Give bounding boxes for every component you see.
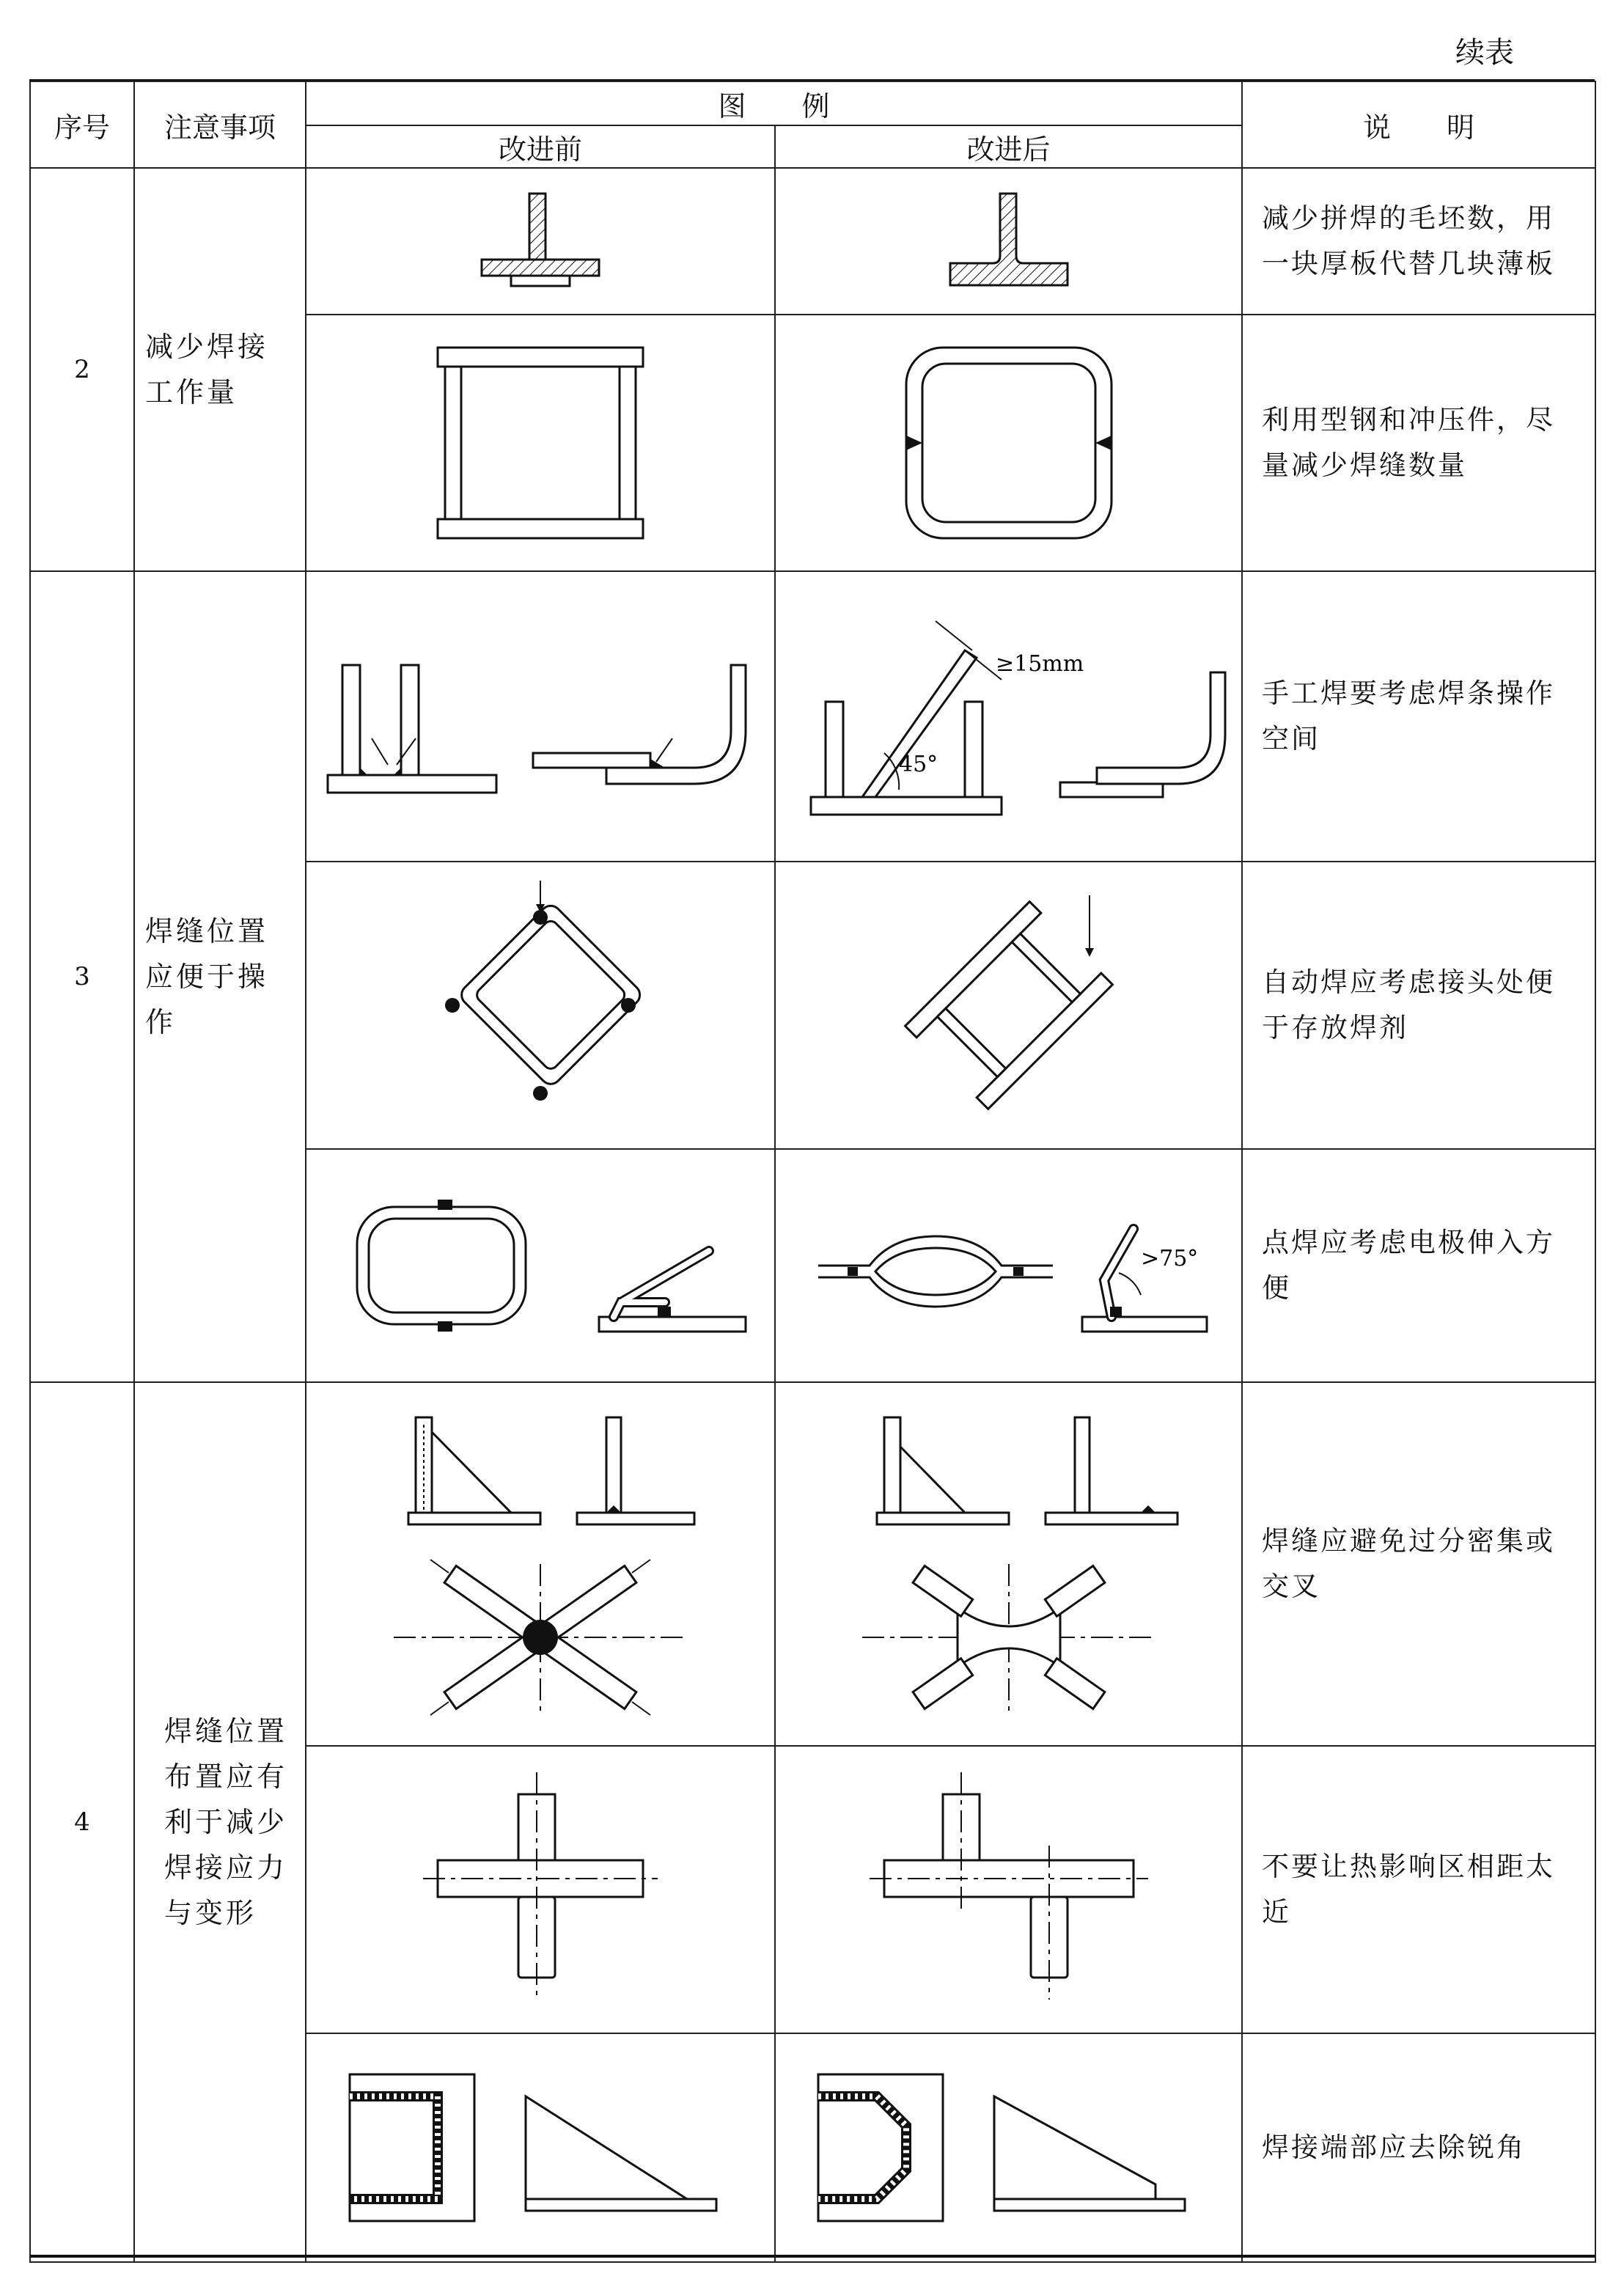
row2a-before-figure	[306, 168, 775, 315]
spot-weld-before-icon	[320, 1170, 760, 1361]
manual-weld-before-icon	[320, 621, 760, 812]
row2a-explanation: 减少拼焊的毛坯数，用一块厚板代替几块薄板	[1242, 168, 1595, 315]
row3a-explanation: 手工焊要考虑焊条操作空间	[1242, 571, 1595, 862]
row4c-after-figure	[775, 2033, 1242, 2262]
row4a-after-figure	[775, 1382, 1242, 1746]
header-notes: 注意事项	[134, 81, 306, 168]
row4a-explanation: 焊缝应避免过分密集或交叉	[1242, 1382, 1595, 1746]
row4a-before-figure	[306, 1382, 775, 1746]
row3b-explanation: 自动焊应考虑接头处便于存放焊剂	[1242, 862, 1595, 1149]
manual-weld-after-icon	[789, 606, 1229, 826]
row3c-explanation: 点焊应考虑电极伸入方便	[1242, 1149, 1595, 1382]
row2b-after-figure	[775, 315, 1242, 571]
row3-notes: 焊缝位置应便于操作	[134, 571, 306, 1382]
tee-built-up-icon	[452, 186, 628, 296]
welded-frame-icon	[423, 333, 658, 553]
pressed-frame-icon	[892, 333, 1126, 553]
pipe-cross-after-icon	[862, 1765, 1155, 2014]
row4b-before-figure	[306, 1746, 775, 2033]
continued-label: 续表	[1455, 36, 1514, 70]
sharp-corner-after-icon	[789, 2052, 1229, 2243]
weld-design-table	[29, 81, 1596, 2263]
bottom-rule	[29, 2255, 1595, 2258]
row3c-before-figure	[306, 1149, 775, 1382]
row3a-after-figure	[775, 571, 1242, 862]
diamond-box-icon	[423, 873, 658, 1137]
dense-welds-before-icon	[320, 1403, 760, 1725]
spot-angle-label: >75°	[1140, 1246, 1198, 1271]
row4c-explanation: 焊接端部应去除锐角	[1242, 2033, 1595, 2262]
row3a-before-figure	[306, 571, 775, 862]
angle-label: 45°	[898, 752, 938, 777]
header-figure: 图 例	[306, 81, 1242, 125]
gap-label: ≥15mm	[995, 651, 1084, 677]
row3b-after-figure	[775, 862, 1242, 1149]
sharp-corner-before-icon	[320, 2052, 760, 2243]
row4-notes: 焊缝位置布置应有利于减少焊接应力与变形	[134, 1382, 306, 2262]
row2-number: 2	[30, 168, 134, 571]
row3b-before-figure	[306, 862, 775, 1149]
tilted-box-icon	[892, 873, 1126, 1137]
header-before: 改进前	[306, 125, 775, 168]
dense-welds-after-icon	[789, 1403, 1229, 1725]
row2a-after-figure	[775, 168, 1242, 315]
header-no: 序号	[30, 81, 134, 168]
row2b-before-figure	[306, 315, 775, 571]
row4b-explanation: 不要让热影响区相距太近	[1242, 1746, 1595, 2033]
header-after: 改进后	[775, 125, 1242, 168]
tee-single-plate-icon	[921, 186, 1097, 296]
row3c-after-figure	[775, 1149, 1242, 1382]
row2b-explanation: 利用型钢和冲压件，尽量减少焊缝数量	[1242, 315, 1595, 571]
pipe-cross-before-icon	[416, 1765, 665, 2014]
row4b-after-figure	[775, 1746, 1242, 2033]
row4c-before-figure	[306, 2033, 775, 2262]
header-explanation: 说 明	[1242, 81, 1595, 168]
row3-number: 3	[30, 571, 134, 1382]
row2-notes: 减少焊接工作量	[134, 168, 306, 571]
row4-number: 4	[30, 1382, 134, 2262]
spot-weld-after-icon	[789, 1170, 1229, 1361]
